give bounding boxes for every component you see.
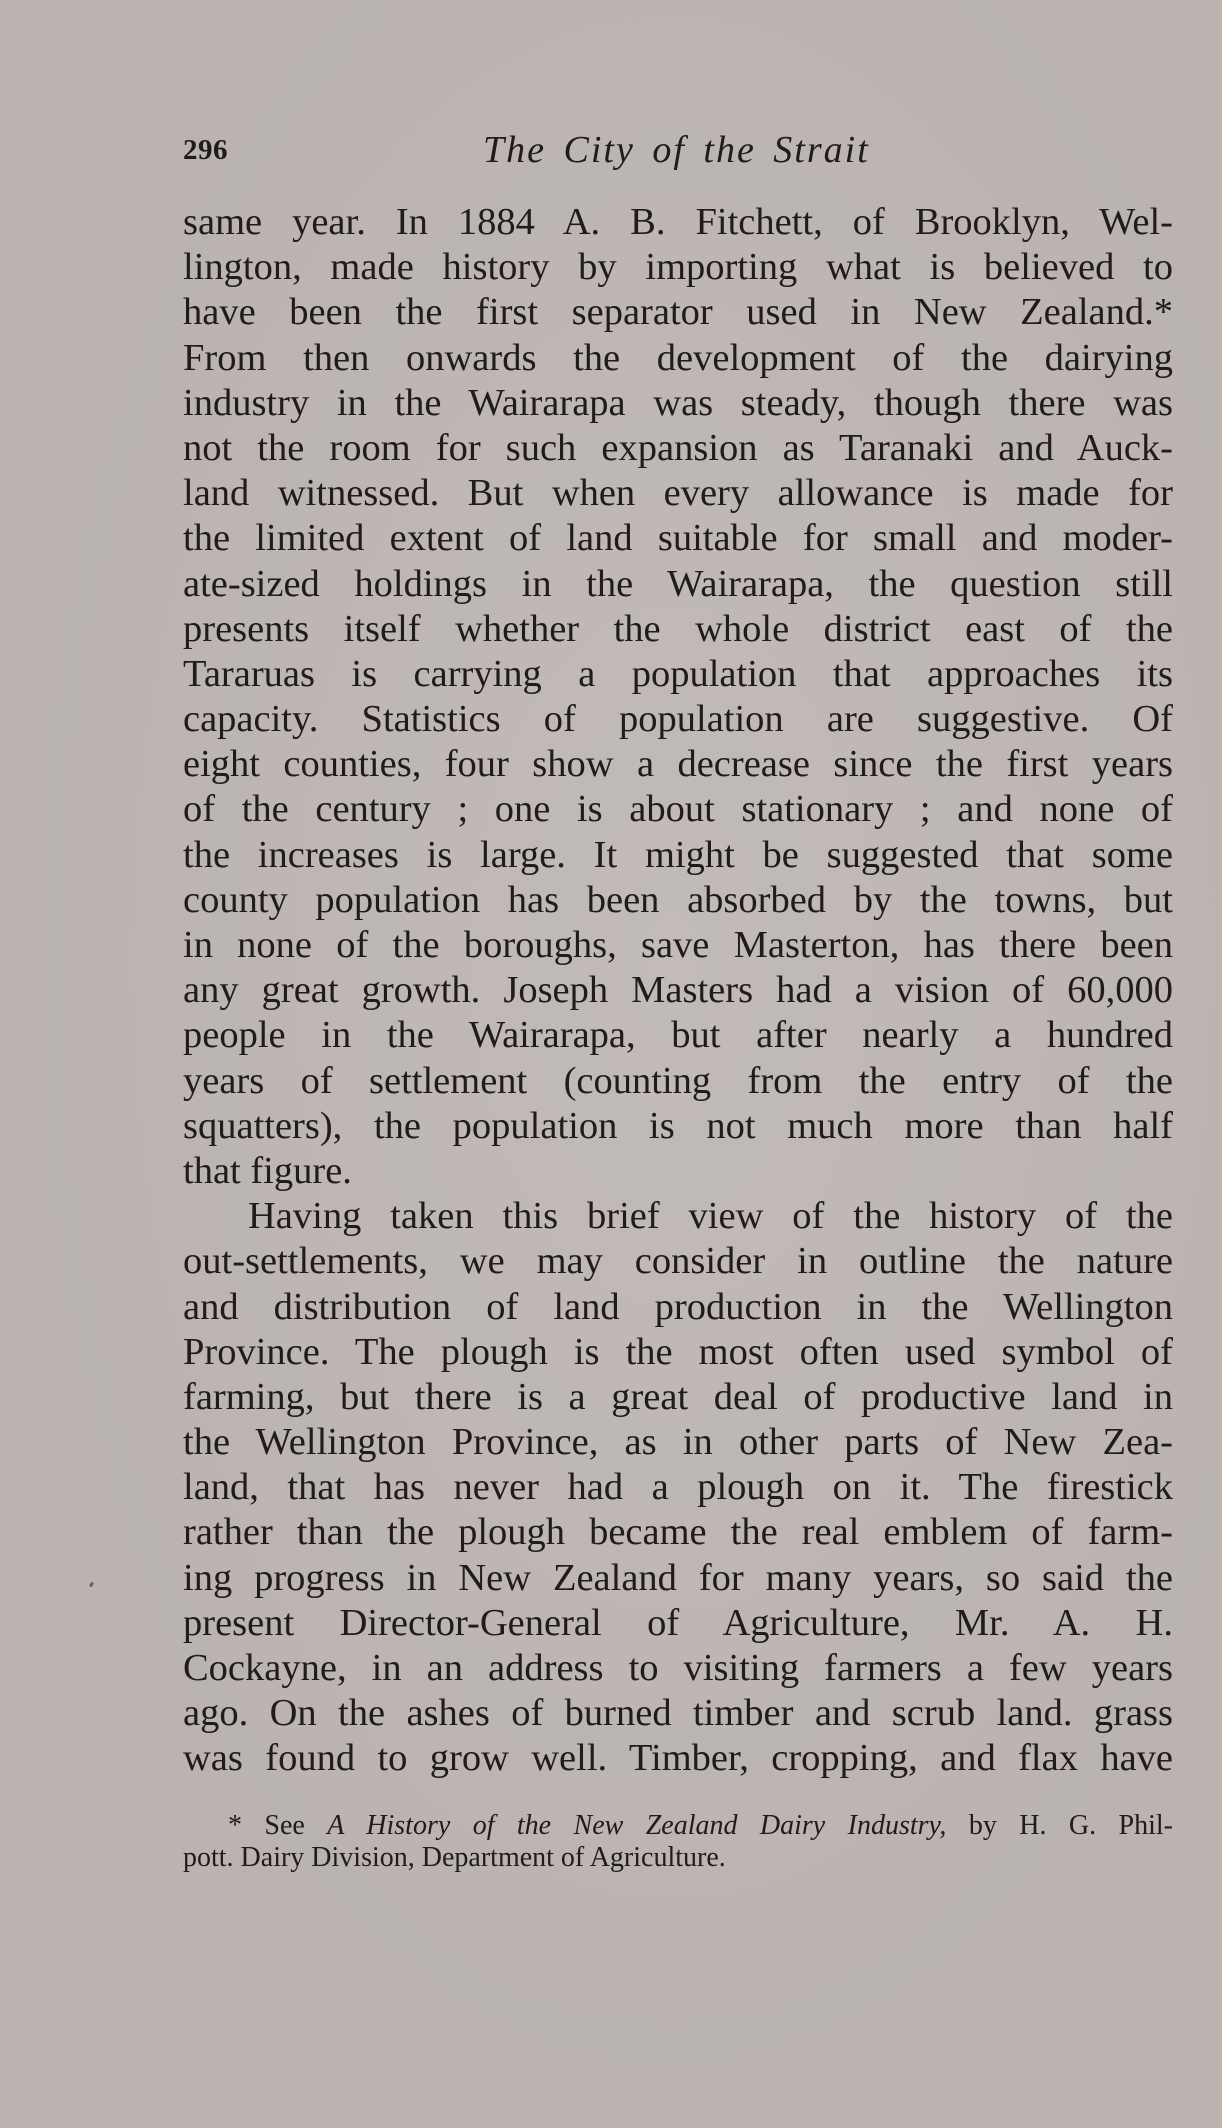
running-title: The City of the Strait [483,129,870,171]
text-line: was found to grow well. Timber, cropping, and flax have [183,1737,1173,1780]
text-line: the increases is large. It might be suggested that some [183,833,1173,876]
footnote-line: pott. Dairy Division, Department of Agriculture. [183,1842,726,1873]
text-line: farming, but there is a great deal of productive land in [183,1375,1173,1418]
text-line: land witnessed. But when every allowance is made for [183,472,1173,515]
footnote-author: by H. G. Phil- [968,1810,1174,1841]
footnote-marker: * See [228,1810,305,1841]
paper-speck [89,1582,94,1588]
footnote [183,1810,1173,1874]
text-line: capacity. Statistics of population are suggestive. Of [183,698,1173,741]
text-line: out-settlements, we may consider in outline the nature [183,1240,1173,1283]
text-line: ate-sized holdings in the Wairarapa, the question still [183,562,1173,605]
text-line: ing progress in New Zealand for many years, so said the [183,1556,1173,1599]
footnote-line [183,1810,1173,1842]
text-line: the Wellington Province, as in other parts of New Zea- [183,1421,1173,1464]
text-line: and distribution of land production in the Wellington [183,1285,1173,1328]
text-line: rather than the plough became the real emblem of farm- [183,1511,1173,1554]
text-line: industry in the Wairarapa was steady, though there was [183,381,1173,424]
text-line: lington, made history by importing what is believed to [183,246,1173,289]
text-line: Tararuas is carrying a population that approaches its [183,652,1173,695]
paragraph-start-line: Having taken this brief view of the history of the [248,1195,1173,1238]
text-line: years of settlement (counting from the entry of the [183,1059,1173,1102]
text-line: Province. The plough is the most often used symbol of [183,1330,1173,1373]
text-line: squatters), the population is not much more than half [183,1104,1173,1147]
text-line: presents itself whether the whole district east of the [183,607,1173,650]
text-line: ago. On the ashes of burned timber and scrub land. grass [183,1692,1173,1735]
text-line: people in the Wairarapa, but after nearly a hundred [183,1014,1173,1057]
text-line: county population has been absorbed by the towns, but [183,878,1173,921]
text-line: have been the first separator used in New Zealand.* [183,291,1173,334]
text-line: the limited extent of land suitable for small and moder- [183,517,1173,560]
text-line: From then onwards the development of the dairying [183,336,1173,379]
paragraph-end-line: that figure. [183,1149,352,1192]
text-line: present Director-General of Agriculture, Mr. A. H. [183,1601,1173,1644]
page-number: 296 [183,134,228,166]
text-line: any great growth. Joseph Masters had a vision of 60,000 [183,969,1173,1012]
footnote-book-title: A History of the New Zealand Dairy Industry, [327,1810,947,1841]
text-line: in none of the boroughs, save Masterton, has there been [183,924,1173,966]
running-head [183,128,1173,178]
text-line: not the room for such expansion as Taranaki and Auck- [183,426,1173,469]
body-text [183,200,1173,1782]
text-line: of the century ; one is about stationary ; and none of [183,788,1173,831]
text-line: Cockayne, in an address to visiting farmers a few years [183,1647,1173,1689]
text-line: land, that has never had a plough on it. The firestick [183,1466,1173,1509]
text-line: same year. In 1884 A. B. Fitchett, of Brooklyn, Wel- [183,201,1173,243]
text-line: eight counties, four show a decrease since the first years [183,743,1173,786]
